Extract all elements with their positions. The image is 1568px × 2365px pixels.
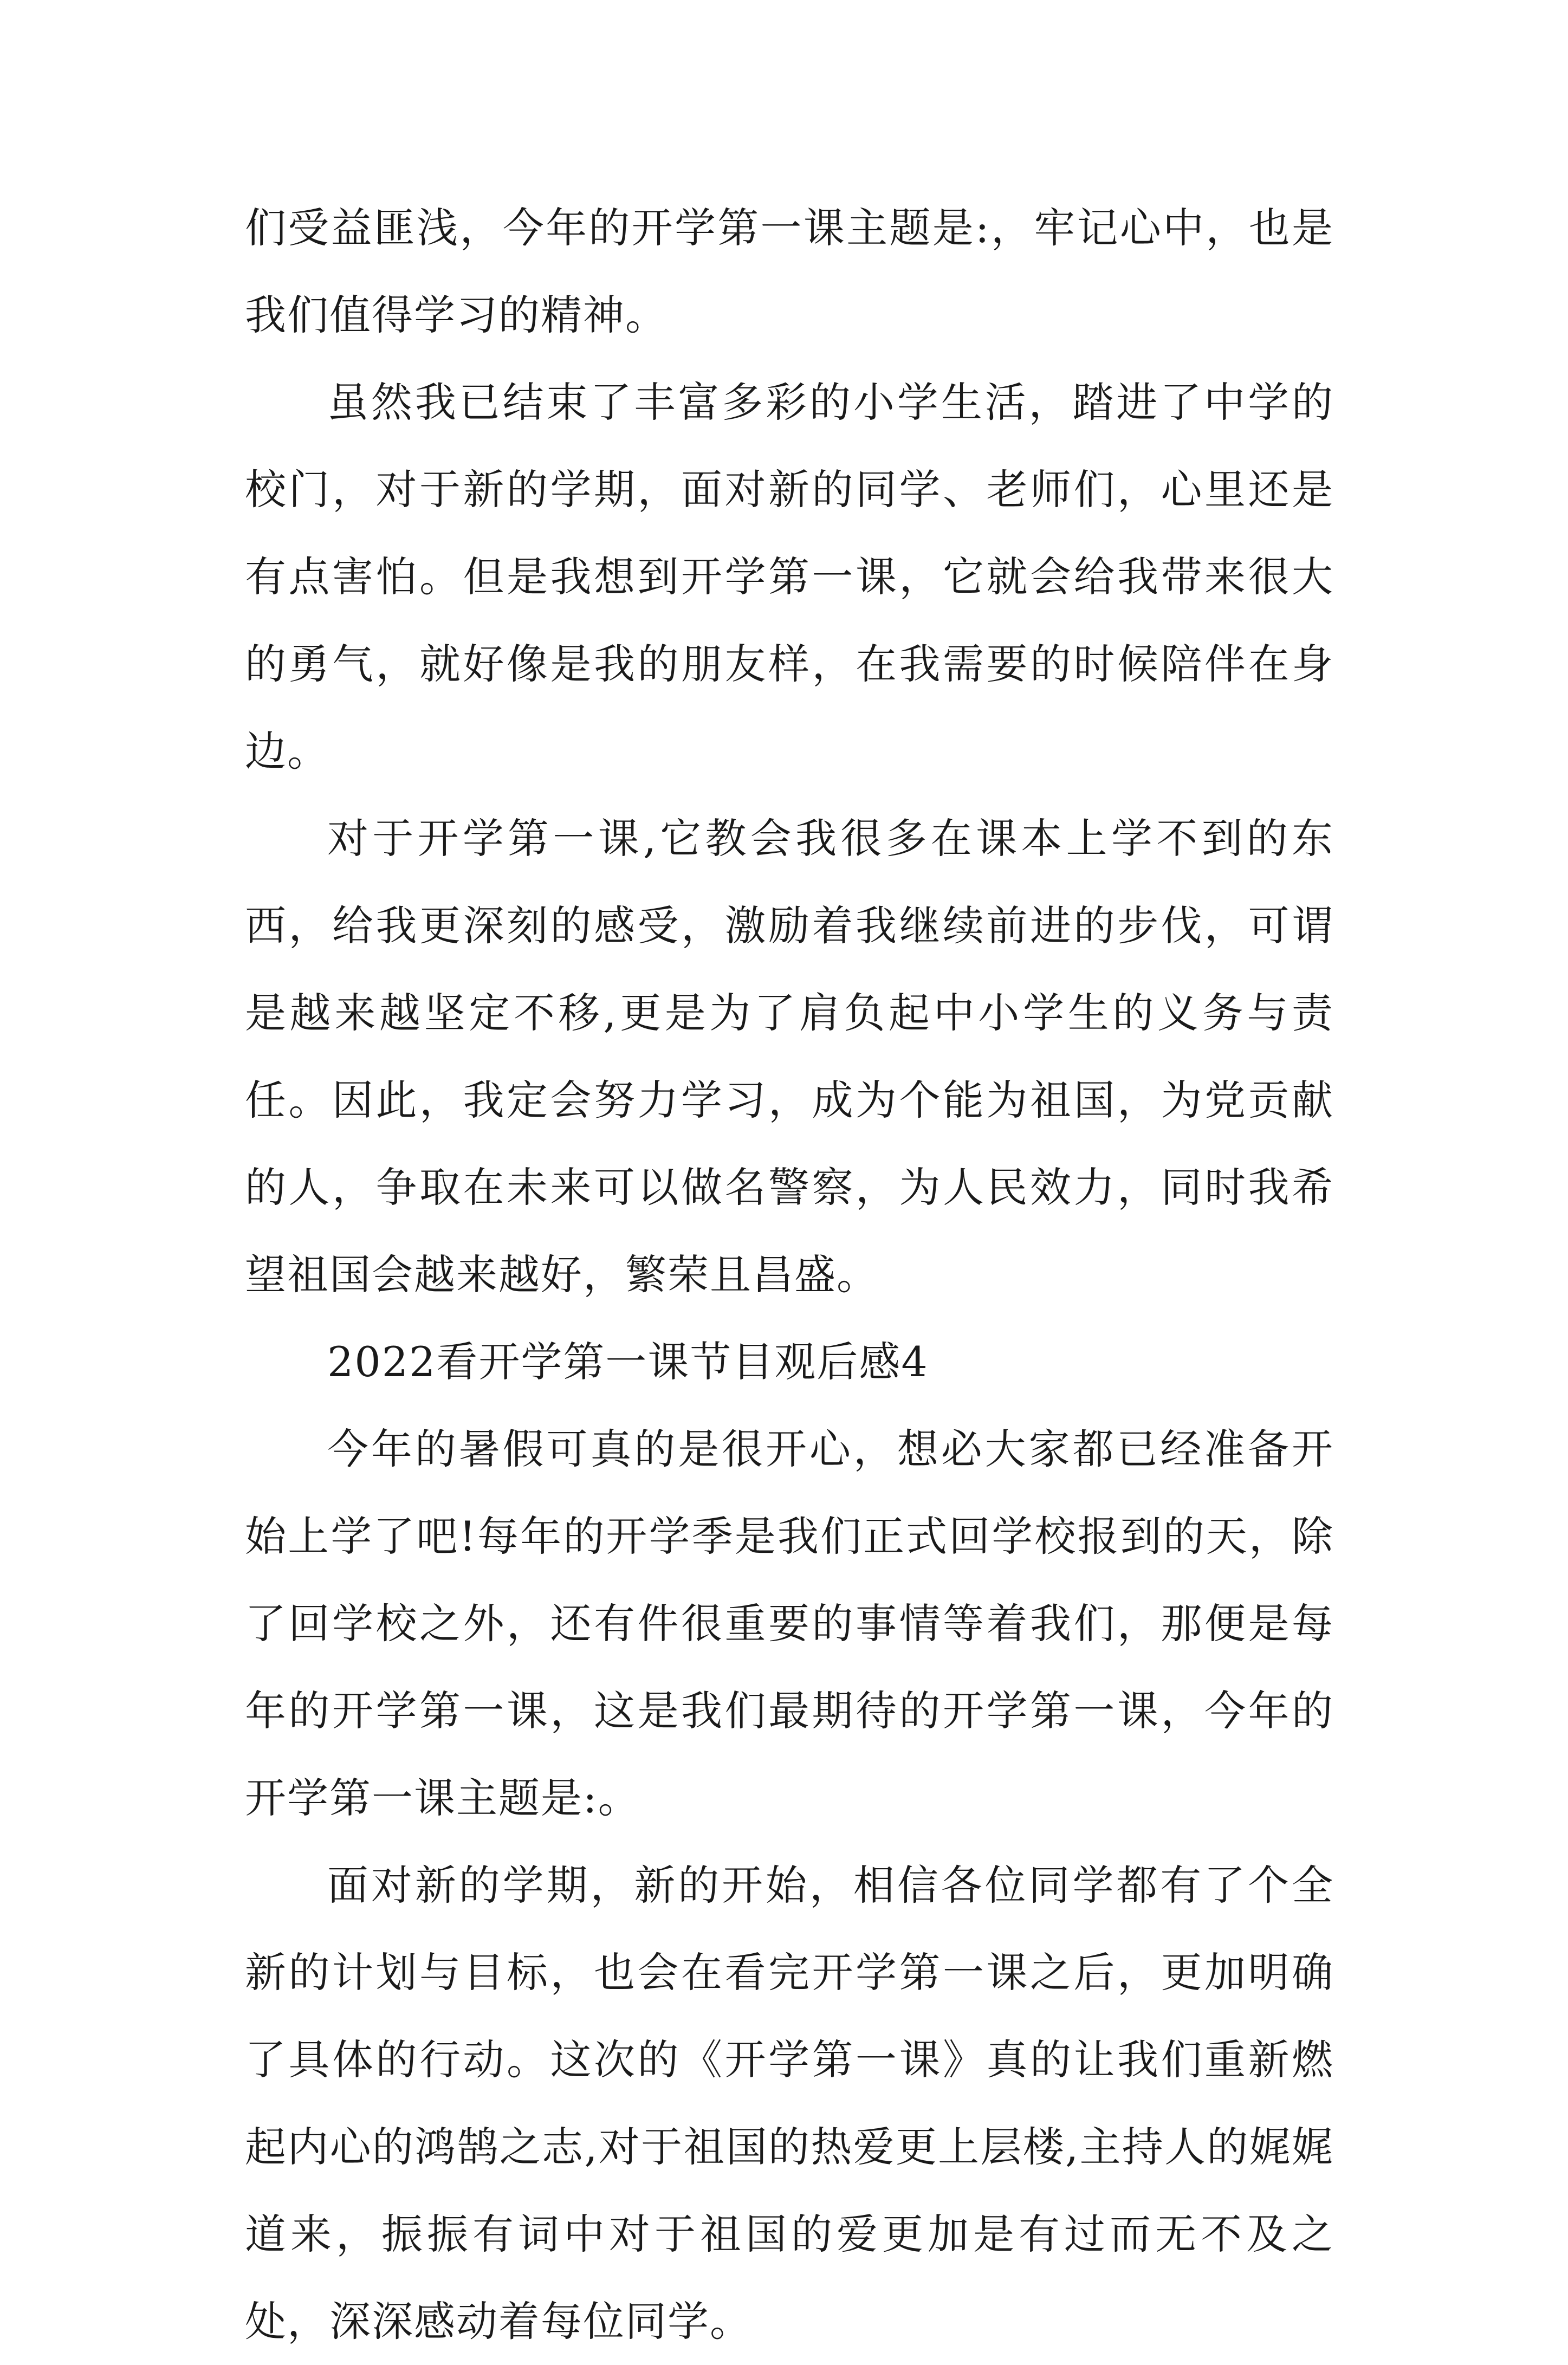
paragraph-5: 面对新的学期，新的开始，相信各位同学都有了个全新的计划与目标，也会在看完开学第一课之后，更加明确了具体的行动。这次的《开学第一课》真的让我们重新燃起内心的鸿鹄之志,对于祖国的热爱更上层楼,主持人的娓娓道来，振振有词中对于祖国的爱更加是有过而无不及之处，深深感动着每位同学。 xyxy=(245,1861,1334,2345)
paragraph-2: 虽然我已结束了丰富多彩的小学生活，踏进了中学的校门，对于新的学期，面对新的同学、老师们，心里还是有点害怕。但是我想到开学第一课，它就会给我带来很大的勇气，就好像是我的朋友样，在我需要的时候陪伴在身边。 xyxy=(245,378,1334,775)
paragraph-1: 们受益匪浅，今年的开学第一课主题是:，牢记心中，也是我们值得学习的精神。 xyxy=(245,204,1334,339)
document-body xyxy=(245,184,1334,2365)
paragraph-4: 今年的暑假可真的是很开心，想必大家都已经准备开始上学了吧!每年的开学季是我们正式回学校报到的天，除了回学校之外，还有件很重要的事情等着我们，那便是每年的开学第一课，这是我们最期待的开学第一课，今年的开学第一课主题是:。 xyxy=(245,1425,1334,1822)
paragraph-3: 对于开学第一课,它教会我很多在课本上学不到的东西，给我更深刻的感受，激励着我继续前进的步伐，可谓是越来越坚定不移,更是为了肩负起中小学生的义务与责任。因此，我定会努力学习，成为个能为祖国，为党贡献的人，争取在未来可以做名警察，为人民效力，同时我希望祖国会越来越好，繁荣且昌盛。 xyxy=(245,814,1334,1299)
section-heading: 2022看开学第一课节目观后感4 xyxy=(327,1338,929,1386)
